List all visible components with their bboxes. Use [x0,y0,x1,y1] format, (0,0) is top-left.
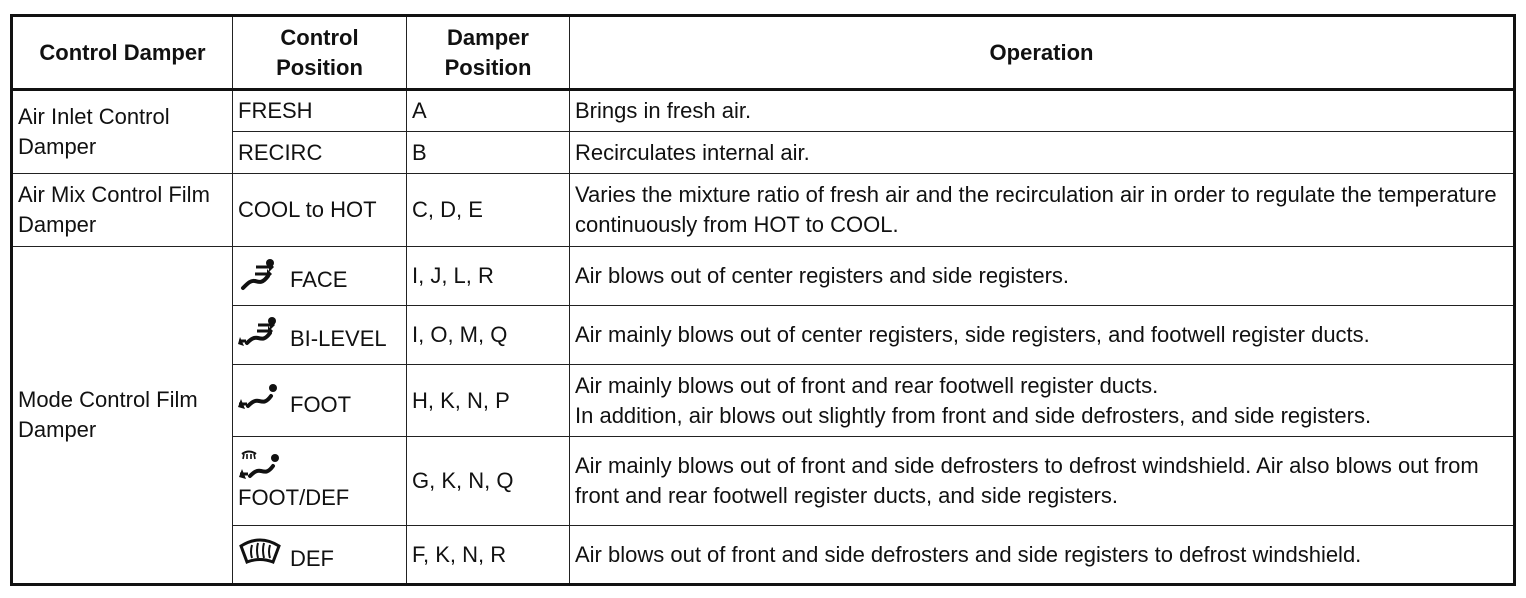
footdef-control-position [233,437,407,526]
footdef-damper-position: G, K, N, Q [407,437,570,526]
face-control-position [233,247,407,306]
foot-operation-line1: Air mainly blows out of front and rear footwell register ducts. [575,372,1159,398]
header-control-position: Control Position [233,16,407,90]
foot-damper-position: H, K, N, P [407,365,570,437]
face-operation: Air blows out of center registers and side registers. [570,247,1515,306]
face-damper-position: I, J, L, R [407,247,570,306]
def-operation: Air blows out of front and side defrosters and side registers to defrost windshield. [570,526,1515,585]
face-label: FACE [290,267,348,292]
bilevel-damper-position: I, O, M, Q [407,306,570,365]
air-mix-operation: Varies the mixture ratio of fresh air and the recirculation air in order to regulate the temperature continuously from HOT to COOL. [570,174,1515,247]
foot-label: FOOT [290,391,352,417]
defrost-icon [238,536,284,570]
bilevel-control-position [233,306,407,365]
bilevel-operation: Air mainly blows out of center registers, side registers, and footwell register ducts. [570,306,1515,365]
table-row [12,90,1515,132]
damper-operation-table [10,14,1516,586]
bilevel-label: BI-LEVEL [290,326,387,351]
air-mix-damper-cell: Air Mix Control Film Damper [12,174,233,247]
table-row [12,132,1515,174]
air-mix-damper-position: C, D, E [407,174,570,247]
air-mix-control-position: COOL to HOT [233,174,407,247]
fresh-operation: Brings in fresh air. [570,90,1515,132]
foot-control-position [233,365,407,437]
fresh-damper-position: A [407,90,570,132]
mode-damper-cell: Mode Control Film Damper [12,247,233,585]
table-row [12,174,1515,247]
def-damper-position: F, K, N, R [407,526,570,585]
foot-vent-icon [238,382,284,416]
recirc-operation: Recirculates internal air. [570,132,1515,174]
face-vent-icon [238,257,284,291]
fresh-control-position: FRESH [233,90,407,132]
foot-operation [570,365,1515,437]
foot-operation-line2: In addition, air blows out slightly from front and side defrosters, and side registers. [575,402,1372,428]
table-row [12,247,1515,306]
table-row [12,306,1515,365]
table-row [12,365,1515,437]
header-damper-position: Damper Position [407,16,570,90]
recirc-control-position: RECIRC [233,132,407,174]
table-row [12,526,1515,585]
table-row [12,437,1515,526]
bi-level-vent-icon [238,316,284,350]
footdef-operation: Air mainly blows out of front and side defrosters to defrost windshield. Air also blows out from front and rear footwell register ducts, and side registers. [570,437,1515,526]
def-control-position [233,526,407,585]
header-row [12,16,1515,90]
footdef-label: FOOT/DEF [238,485,350,510]
air-inlet-damper-cell: Air Inlet Control Damper [12,90,233,174]
def-label: DEF [290,545,334,571]
header-operation: Operation [570,16,1515,90]
header-control-damper: Control Damper [12,16,233,90]
foot-def-vent-icon [238,449,395,483]
recirc-damper-position: B [407,132,570,174]
